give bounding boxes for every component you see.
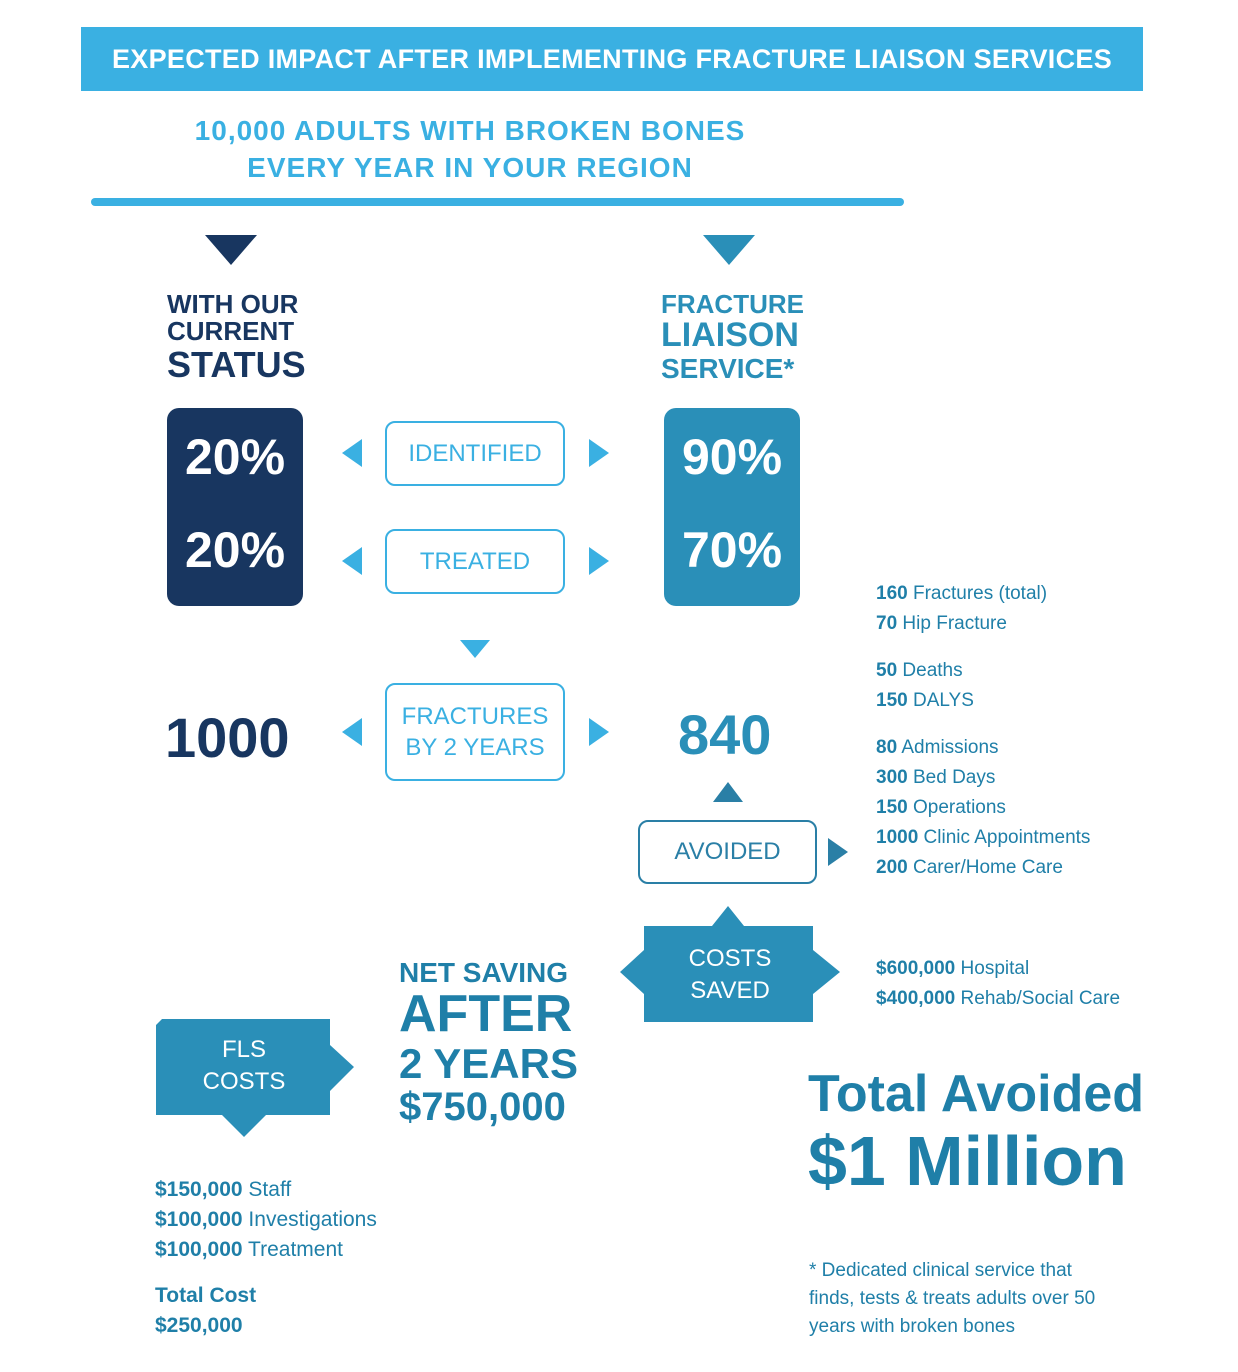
label-line: COSTS bbox=[688, 945, 772, 972]
fls-costs-label bbox=[158, 1034, 330, 1098]
subtitle bbox=[100, 112, 840, 186]
heading-line: FRACTURE bbox=[661, 289, 804, 319]
fls-heading bbox=[661, 291, 804, 383]
subtitle-line-2: EVERY YEAR IN YOUR REGION bbox=[247, 152, 693, 183]
net-saving-line: NET SAVING bbox=[399, 957, 569, 988]
arrow-right-icon bbox=[589, 718, 609, 746]
stat-item: 1000 Clinic Appointments bbox=[876, 827, 1091, 848]
label-line: FRACTURES bbox=[401, 703, 549, 730]
subtitle-line-1: 10,000 ADULTS WITH BROKEN BONES bbox=[194, 115, 746, 146]
fls-treated-value: 70% bbox=[681, 522, 783, 578]
fls-rates-box bbox=[664, 408, 800, 606]
avoided-label: AVOIDED bbox=[638, 820, 817, 884]
cost-item: $100,000 Investigations bbox=[155, 1208, 377, 1231]
net-saving bbox=[399, 958, 578, 1128]
cost-item: $150,000 Staff bbox=[155, 1178, 292, 1201]
stat-item: 70 Hip Fracture bbox=[876, 613, 1007, 634]
label-line: COSTS bbox=[202, 1068, 286, 1095]
costs-saved-label bbox=[644, 943, 816, 1007]
cost-item: $100,000 Treatment bbox=[155, 1238, 343, 1261]
net-saving-line: 2 YEARS bbox=[399, 1039, 578, 1087]
stat-item: 80 Admissions bbox=[876, 737, 999, 758]
total-cost-label: Total Cost bbox=[155, 1284, 257, 1307]
stat-item: 150 Operations bbox=[876, 797, 1006, 818]
footnote-line: finds, tests & treats adults over 50 bbox=[809, 1288, 1096, 1309]
footnote-line: years with broken bones bbox=[809, 1316, 1015, 1337]
arrow-right-icon bbox=[589, 439, 609, 467]
title-banner: EXPECTED IMPACT AFTER IMPLEMENTING FRACTURE LIAISON SERVICES bbox=[81, 27, 1143, 91]
divider bbox=[91, 198, 904, 206]
stat-item: $400,000 Rehab/Social Care bbox=[876, 988, 1121, 1009]
arrow-down-icon bbox=[205, 235, 257, 265]
stat-item: 160 Fractures (total) bbox=[876, 583, 1048, 604]
fls-cost-items bbox=[155, 1175, 377, 1265]
net-saving-line: $750,000 bbox=[399, 1085, 566, 1130]
label-line: BY 2 YEARS bbox=[405, 734, 545, 761]
total-avoided bbox=[808, 1066, 1144, 1200]
arrow-left-icon bbox=[342, 718, 362, 746]
current-identified-value: 20% bbox=[184, 429, 286, 485]
fls-identified-value: 90% bbox=[681, 429, 783, 485]
saved-stats bbox=[876, 954, 1120, 1014]
heading-line: WITH OUR bbox=[167, 289, 299, 319]
arrow-down-icon bbox=[703, 235, 755, 265]
stat-item: $600,000 Hospital bbox=[876, 958, 1030, 979]
fractures-label bbox=[385, 683, 565, 781]
fls-fractures-value: 840 bbox=[678, 703, 772, 766]
identified-label: IDENTIFIED bbox=[385, 421, 565, 486]
footnote-line: * Dedicated clinical service that bbox=[809, 1260, 1072, 1281]
arrow-left-icon bbox=[342, 547, 362, 575]
heading-line: LIAISON bbox=[661, 316, 799, 355]
arrow-down-icon bbox=[460, 640, 490, 658]
footnote bbox=[809, 1257, 1095, 1341]
stat-item: 150 DALYS bbox=[876, 690, 974, 711]
total-avoided-value: $1 Million bbox=[808, 1122, 1127, 1201]
current-status-heading bbox=[167, 291, 306, 383]
label-line: FLS bbox=[221, 1036, 266, 1063]
heading-line: SERVICE* bbox=[661, 352, 795, 384]
stat-item: 50 Deaths bbox=[876, 660, 963, 681]
label-line: SAVED bbox=[690, 977, 770, 1004]
heading-line: CURRENT bbox=[167, 316, 295, 347]
arrow-right-icon bbox=[828, 838, 848, 866]
current-fractures-value: 1000 bbox=[165, 706, 290, 769]
current-rates-box bbox=[167, 408, 303, 606]
stat-item: 300 Bed Days bbox=[876, 767, 996, 788]
arrow-right-icon bbox=[589, 547, 609, 575]
avoided-stats bbox=[876, 579, 1090, 883]
total-avoided-label: Total Avoided bbox=[808, 1065, 1145, 1123]
arrow-up-icon bbox=[713, 782, 743, 802]
stat-item: 200 Carer/Home Care bbox=[876, 857, 1063, 878]
heading-line: STATUS bbox=[167, 343, 306, 385]
treated-label: TREATED bbox=[385, 529, 565, 594]
arrow-left-icon bbox=[342, 439, 362, 467]
total-cost-value: $250,000 bbox=[155, 1314, 243, 1337]
current-treated-value: 20% bbox=[184, 522, 286, 578]
net-saving-line: AFTER bbox=[399, 985, 573, 1044]
total-cost bbox=[155, 1281, 256, 1341]
